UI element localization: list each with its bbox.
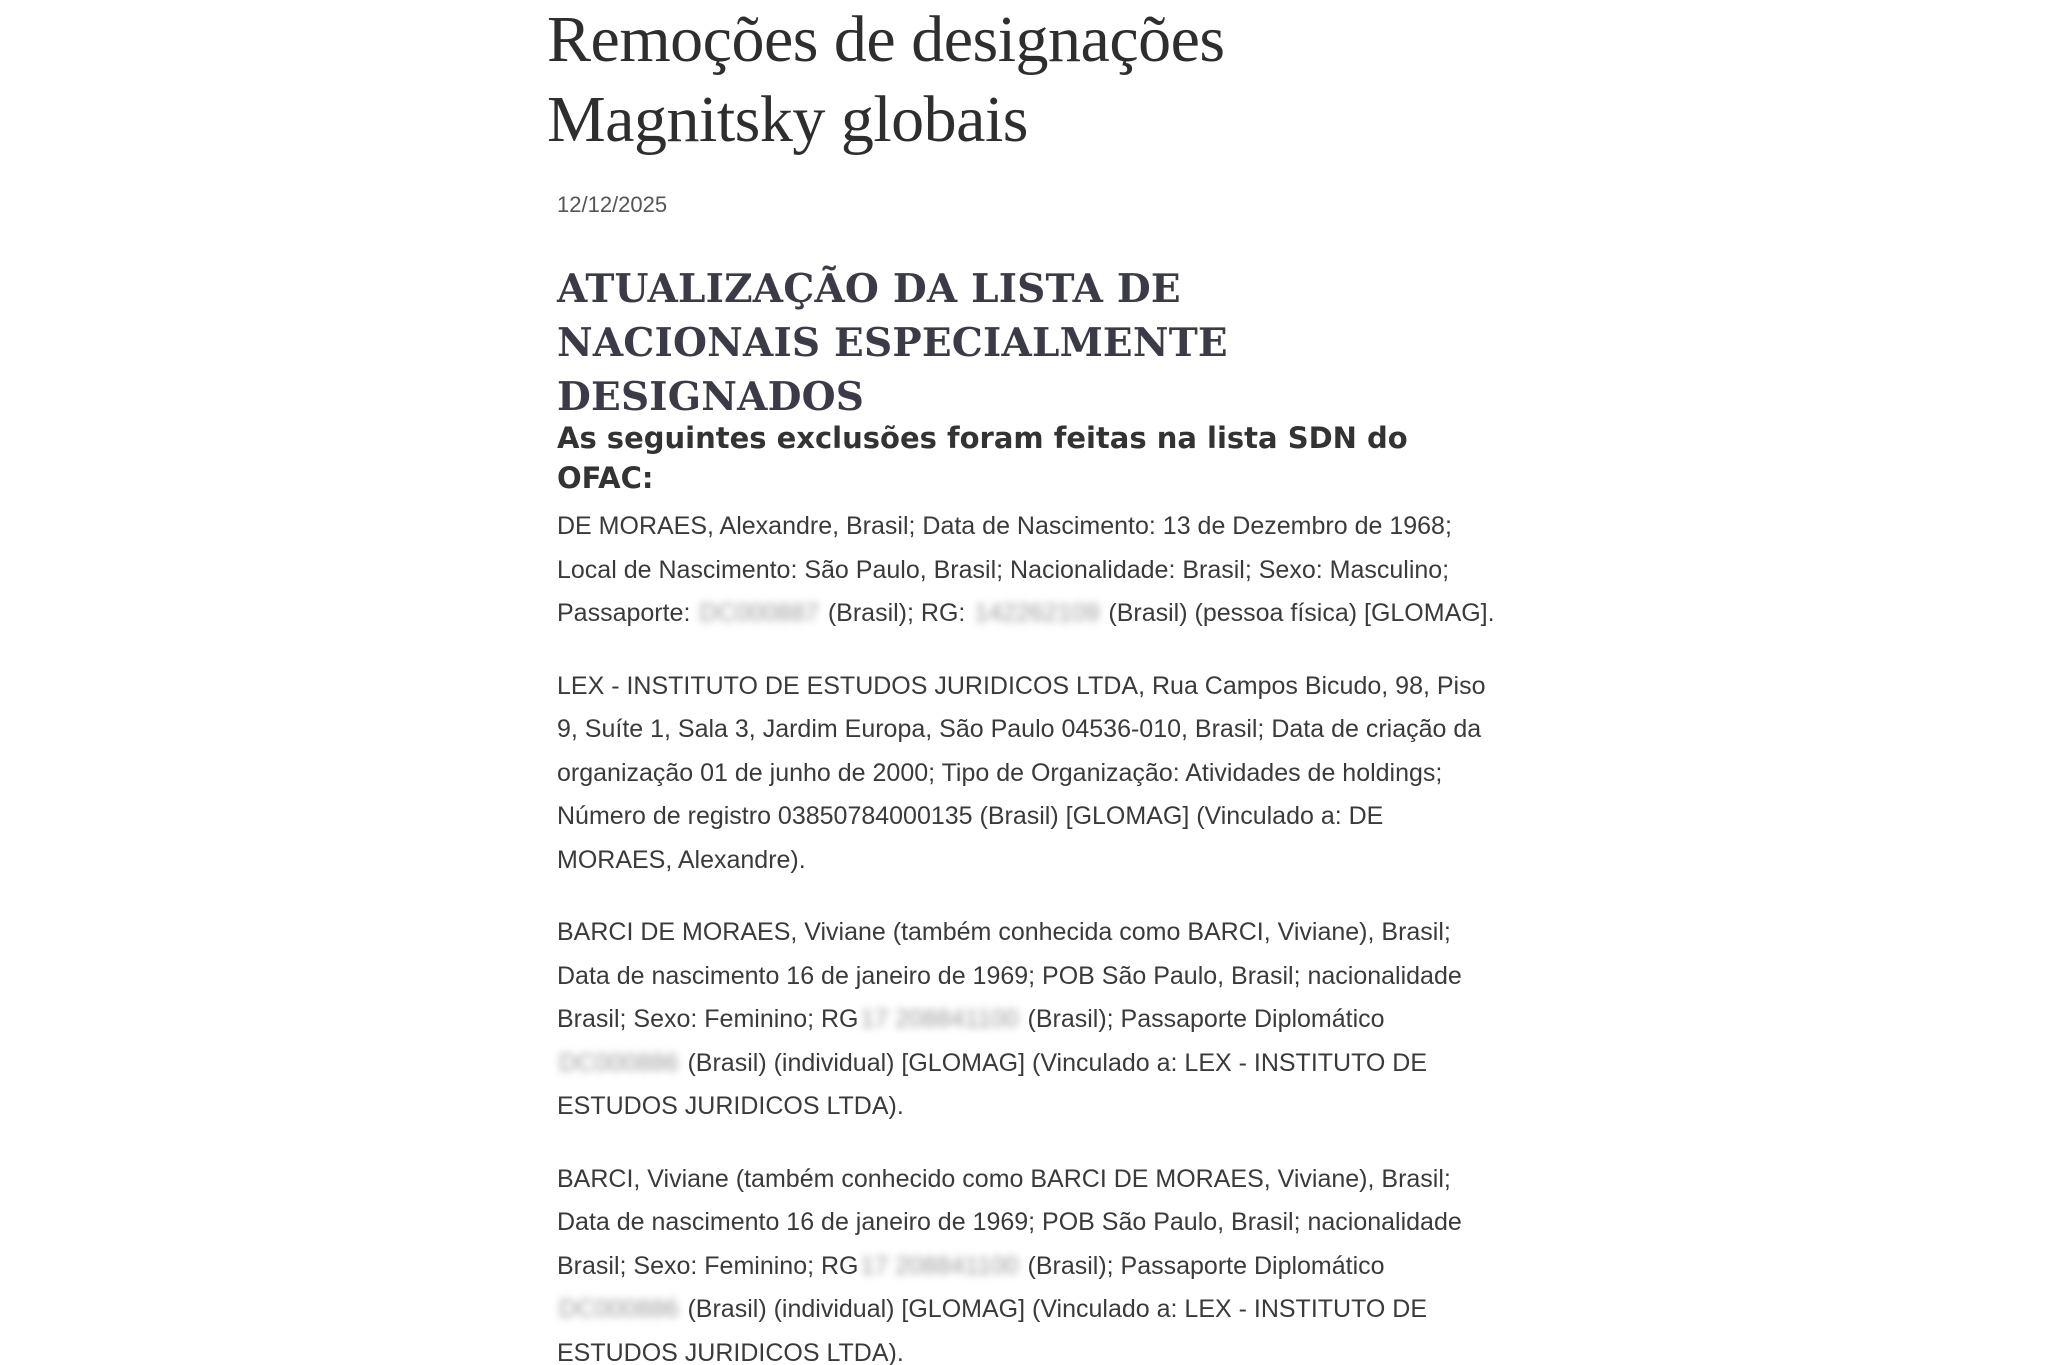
entry-text: (Brasil) (individual) [GLOMAG] (Vinculado a: LEX - INSTITUTO DE ESTUDOS JURIDICOS LTDA). — [557, 1048, 1428, 1120]
publication-date: 12/12/2025 — [557, 192, 668, 217]
entry-de-moraes-alexandre — [557, 505, 1497, 636]
entry-barci-de-moraes-viviane — [557, 911, 1497, 1129]
section-heading: ATUALIZAÇÃO DA LISTA DE NACIONAIS ESPECIALMENTE DESIGNADOS — [557, 266, 1228, 420]
redacted-rg: 17 208841100 — [860, 1005, 1019, 1033]
page-title: Remoções de designações Magnitsky globais — [547, 3, 1225, 156]
redacted-passport: DC000886 — [559, 1295, 679, 1323]
entry-text: (Brasil) (pessoa física) [GLOMAG]. — [1101, 599, 1495, 627]
entry-text: (Brasil); Passaporte Diplomático — [1020, 1251, 1385, 1280]
entry-text: (Brasil); Passaporte Diplomático — [1020, 1005, 1385, 1033]
entry-barci-viviane — [557, 1158, 1497, 1365]
entry-lex-instituto — [557, 665, 1497, 883]
sub-heading: As seguintes exclusões foram feitas na lista SDN do OFAC: — [557, 421, 1408, 495]
removal-entries — [557, 505, 1497, 1365]
redacted-rg: 142262109 — [974, 599, 1100, 627]
entry-text: (Brasil); RG: — [820, 599, 973, 627]
redacted-passport: DC000887 — [699, 599, 819, 627]
entry-text: BARCI, Viviane (também conhecido como BARCI DE MORAES, Viviane), Brasil; Data de nascimento 16 de janeiro de 1969; POB São Paulo, Brasil; nacionalidade Brasil; Sexo: Feminino; RG — [557, 1164, 1462, 1280]
redacted-passport: DC000886 — [559, 1048, 679, 1077]
entry-text: LEX - INSTITUTO DE ESTUDOS JURIDICOS LTDA, Rua Campos Bicudo, 98, Piso 9, Suíte 1, Sala 3, Jardim Europa, São Paulo 04536-010, Brasil; Data de criação da organização 01 de junho de 2000; Tipo de Organização: Atividades de holdings; Número de registro 03850784000135 (Brasil) [GLOMAG] (Vinculado a: DE MORAES, Alexandre). — [557, 671, 1486, 874]
redacted-rg: 17 208841100 — [860, 1251, 1019, 1280]
entry-text: DE MORAES, Alexandre, Brasil; Data de Nascimento: 13 de Dezembro de 1968; Local de Nascimento: São Paulo, Brasil; Nacionalidade: Brasil; Sexo: Masculino; Passaporte: — [557, 512, 1452, 627]
entry-text: BARCI DE MORAES, Viviane (também conhecida como BARCI, Viviane), Brasil; Data de nascimento 16 de janeiro de 1969; POB São Paulo, Brasil; nacionalidade Brasil; Sexo: Feminino; RG — [557, 918, 1462, 1033]
entry-text: (Brasil) (individual) [GLOMAG] (Vinculado a: LEX - INSTITUTO DE ESTUDOS JURIDICOS LTDA). — [557, 1295, 1428, 1365]
